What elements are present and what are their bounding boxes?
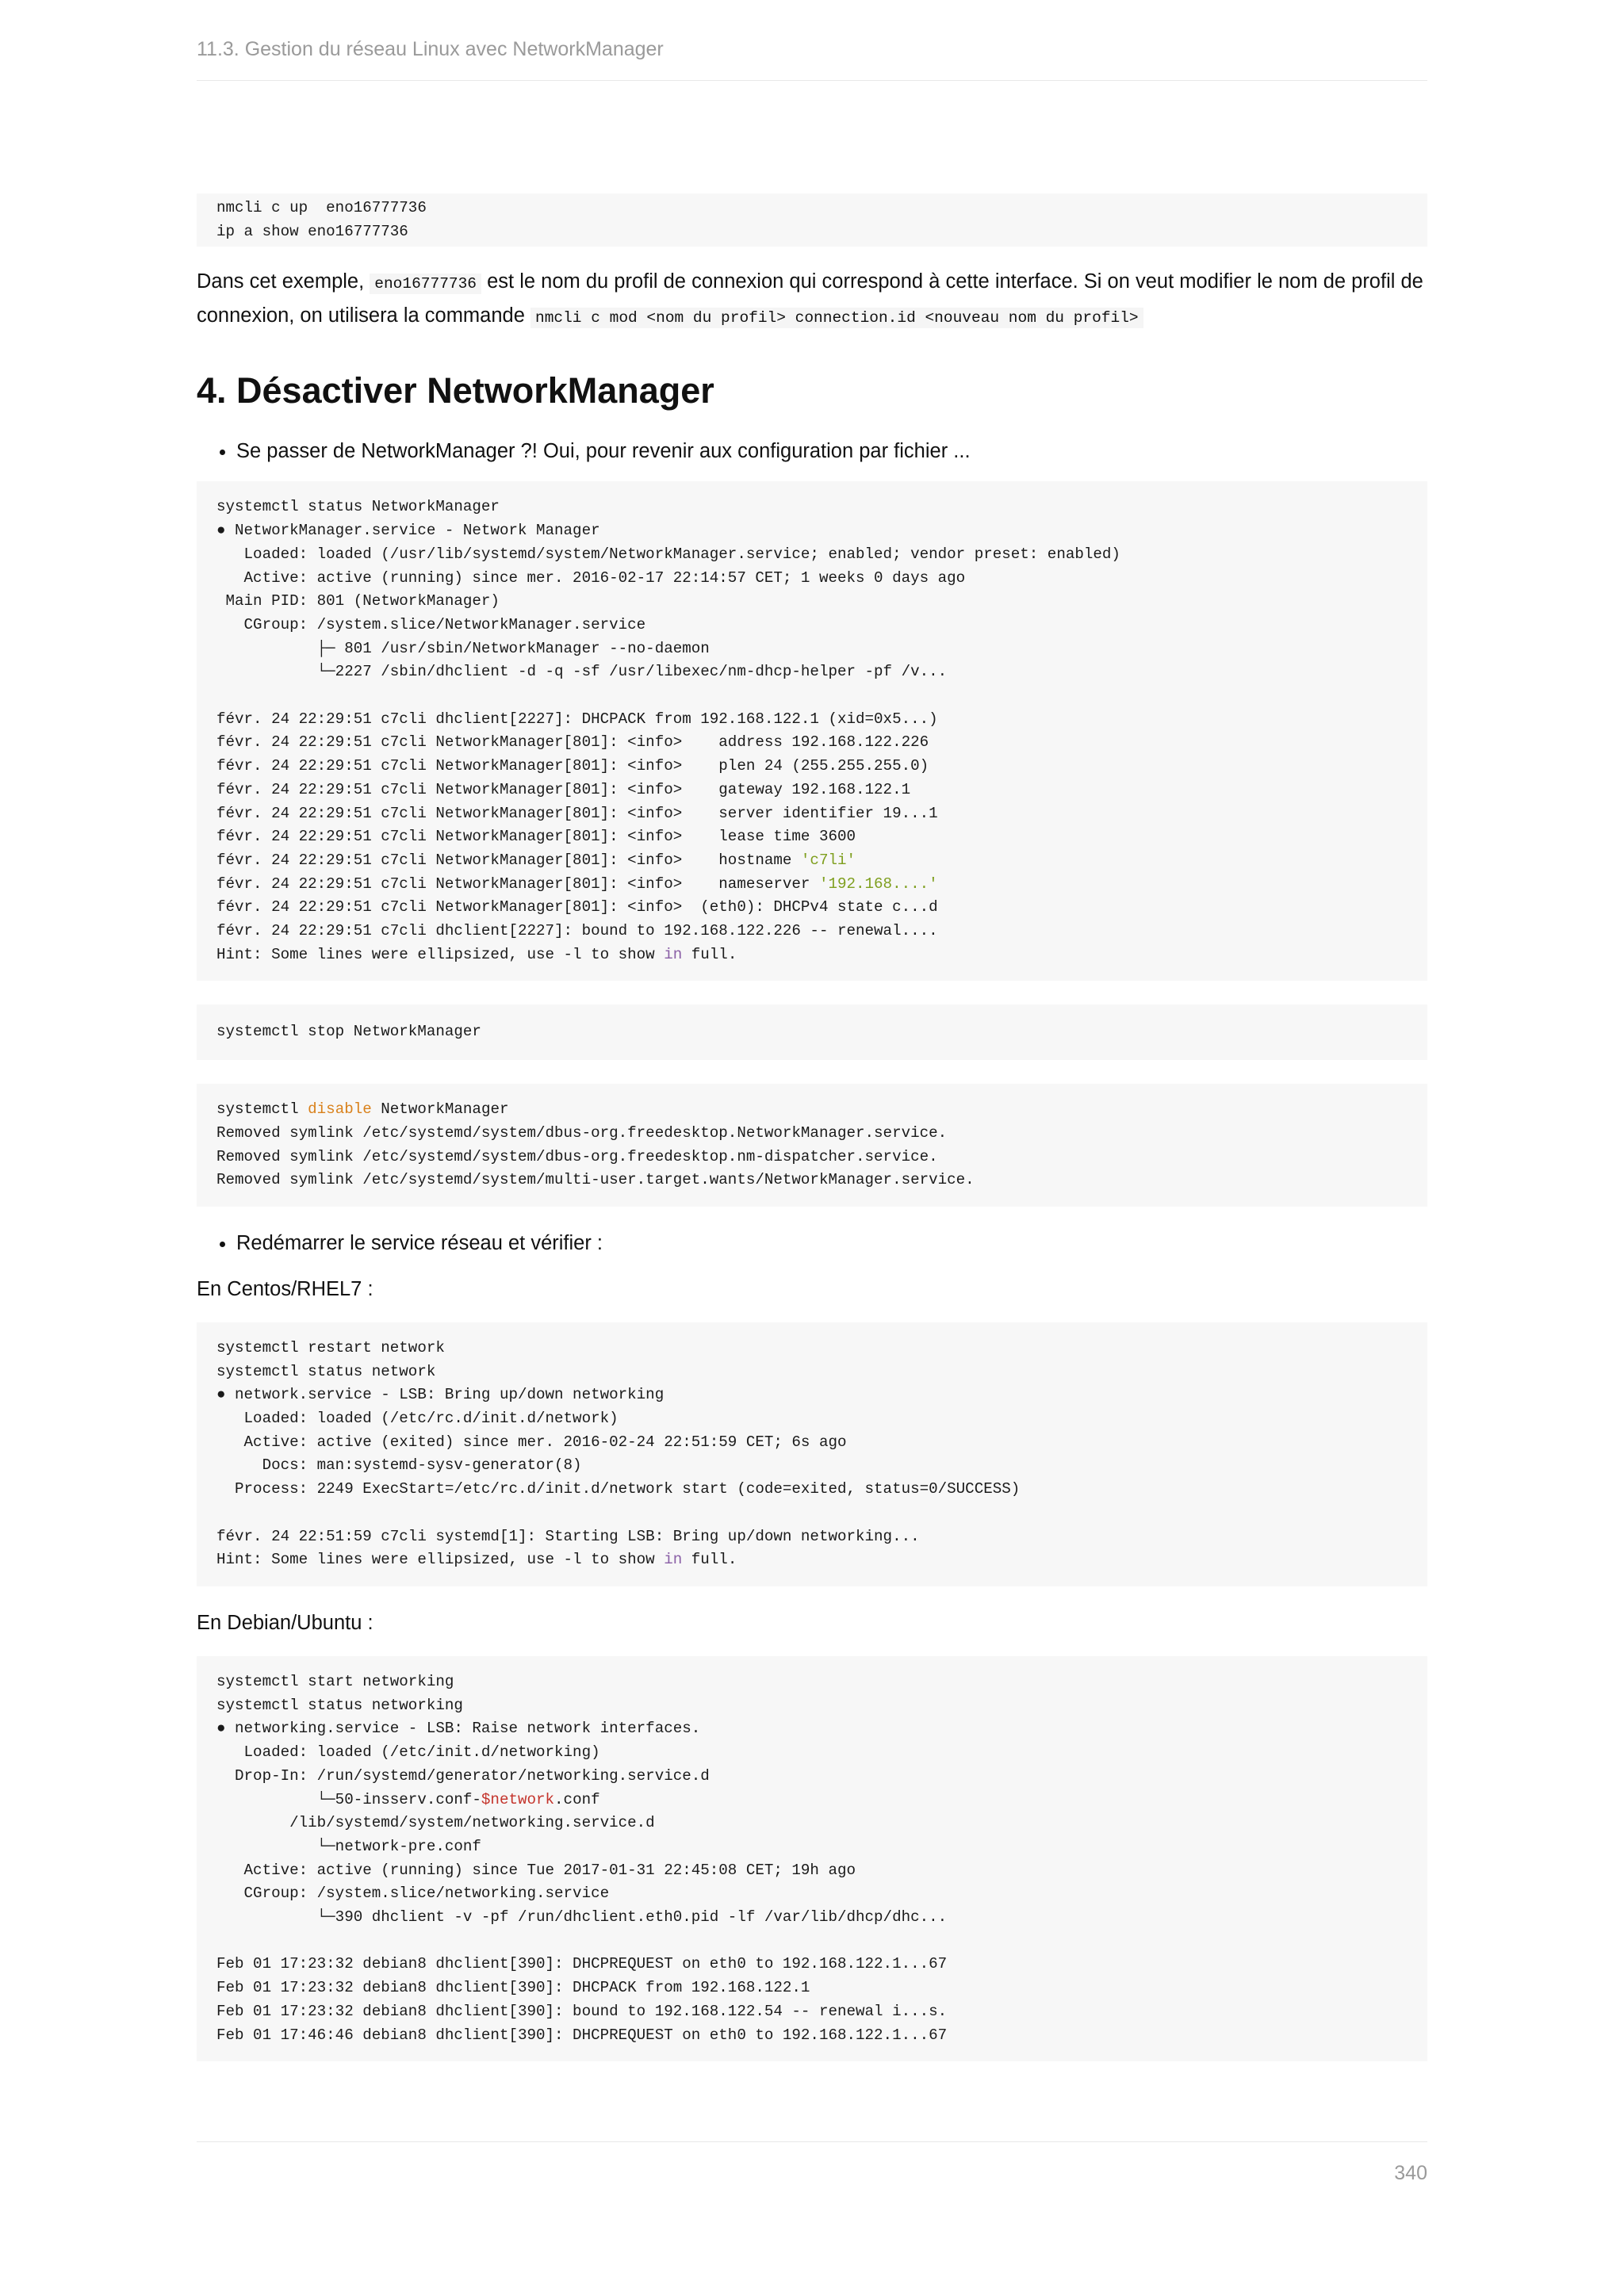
- code-line: Feb 01 17:23:32 debian8 dhclient[390]: DHCPREQUEST on eth0 to 192.168.122.1...67: [216, 1955, 948, 1973]
- code-line: Active: active (running) since Tue 2017-01-31 22:45:08 CET; 19h ago: [216, 1861, 856, 1879]
- code-line: └─2227 /sbin/dhclient -d -q -sf /usr/libexec/nm-dhcp-helper -pf /v...: [216, 663, 948, 681]
- code-line: systemctl status network: [216, 1362, 436, 1380]
- code-text: Hint: Some lines were ellipsized, use -l to show: [216, 1551, 665, 1569]
- section-heading: 4. Désactiver NetworkManager: [197, 370, 714, 411]
- bullet-list: [197, 1229, 1427, 1257]
- code-line: Removed symlink /etc/systemd/system/dbus-org.freedesktop.nm-dispatcher.service.: [216, 1147, 938, 1165]
- code-line: systemctl stop NetworkManager: [216, 1023, 481, 1041]
- code-line: systemctl start networking: [216, 1672, 454, 1690]
- code-line: [216, 873, 1408, 897]
- distro-label-debian: En Debian/Ubuntu :: [197, 1611, 373, 1634]
- code-line: systemctl restart network: [216, 1338, 445, 1357]
- code-line: ├─ 801 /usr/sbin/NetworkManager --no-daemon: [216, 639, 710, 657]
- code-line: févr. 24 22:29:51 c7cli NetworkManager[801]: <info> gateway 192.168.122.1: [216, 780, 911, 798]
- keyword: in: [664, 945, 683, 963]
- code-line: ● network.service - LSB: Bring up/down networking: [216, 1386, 665, 1404]
- code-line: ip a show eno16777736: [216, 222, 408, 240]
- code-line: [216, 1789, 1408, 1812]
- code-line: nmcli c up eno16777736: [216, 199, 427, 216]
- inline-code-interface: eno16777736: [370, 274, 481, 294]
- code-line: févr. 24 22:29:51 c7cli NetworkManager[801]: <info> plen 24 (255.255.255.0): [216, 757, 929, 775]
- code-line: [216, 1930, 1408, 1954]
- code-line: └─network-pre.conf: [216, 1837, 481, 1855]
- string-literal: '192.168....': [818, 874, 938, 893]
- code-text: NetworkManager: [371, 1100, 509, 1119]
- code-block-debian-networking: [197, 1656, 1427, 2061]
- code-line: [216, 849, 1408, 873]
- code-line: févr. 24 22:51:59 c7cli systemd[1]: Starting LSB: Bring up/down networking...: [216, 1527, 920, 1545]
- code-line: Loaded: loaded (/etc/init.d/networking): [216, 1743, 600, 1762]
- code-line: Process: 2249 ExecStart=/etc/rc.d/init.d/network start (code=exited, status=0/SUCCESS): [216, 1480, 1021, 1498]
- running-header: 11.3. Gestion du réseau Linux avec NetworkManager: [197, 38, 664, 60]
- page-content: [197, 193, 1427, 2061]
- code-line: Drop-In: /run/systemd/generator/networking.service.d: [216, 1766, 710, 1785]
- page-number: 340: [1394, 2162, 1427, 2184]
- code-block-stop-networkmanager: [197, 1004, 1427, 1060]
- code-text: systemctl: [216, 1100, 308, 1119]
- code-text: .conf: [554, 1790, 600, 1808]
- code-line: [216, 1548, 1408, 1572]
- inline-code-nmcli-mod: nmcli c mod <nom du profil> connection.id <nouveau nom du profil>: [530, 308, 1143, 328]
- code-line: Loaded: loaded (/usr/lib/systemd/system/NetworkManager.service; enabled; vendor preset: enabled): [216, 545, 1120, 563]
- code-text: full.: [682, 945, 737, 963]
- code-line: Feb 01 17:23:32 debian8 dhclient[390]: DHCPACK from 192.168.122.1: [216, 1979, 810, 1997]
- code-line: Feb 01 17:23:32 debian8 dhclient[390]: bound to 192.168.122.54 -- renewal i...s.: [216, 2002, 948, 2020]
- shell-variable: $network: [481, 1790, 555, 1808]
- code-line: Loaded: loaded (/etc/rc.d/init.d/network): [216, 1410, 619, 1428]
- code-line: Active: active (exited) since mer. 2016-02-24 22:51:59 CET; 6s ago: [216, 1433, 847, 1451]
- code-line: Removed symlink /etc/systemd/system/multi-user.target.wants/NetworkManager.service.: [216, 1171, 975, 1189]
- distro-label-centos: En Centos/RHEL7 :: [197, 1277, 373, 1300]
- code-line: └─390 dhclient -v -pf /run/dhclient.eth0.pid -lf /var/lib/dhcp/dhc...: [216, 1908, 948, 1927]
- code-block-nmcli-up: [197, 193, 1427, 247]
- list-item: • Redémarrer le service réseau et vérifier :: [236, 1229, 1427, 1257]
- footer-divider: [197, 2141, 1427, 2142]
- code-line: CGroup: /system.slice/NetworkManager.service: [216, 615, 646, 633]
- string-literal: 'c7li': [800, 851, 856, 869]
- code-line: [216, 1098, 1408, 1122]
- code-line: févr. 24 22:29:51 c7cli dhclient[2227]: DHCPACK from 192.168.122.1 (xid=0x5...): [216, 710, 938, 728]
- code-line: Removed symlink /etc/systemd/system/dbus-org.freedesktop.NetworkManager.service.: [216, 1123, 948, 1142]
- code-text: févr. 24 22:29:51 c7cli NetworkManager[801]: <info> hostname: [216, 851, 801, 869]
- code-text: full.: [682, 1551, 737, 1569]
- code-line: ● networking.service - LSB: Raise network interfaces.: [216, 1720, 701, 1738]
- code-line: [216, 684, 1408, 708]
- code-line: Docs: man:systemd-sysv-generator(8): [216, 1456, 582, 1475]
- paragraph-text: est le nom du profil de connexion qui correspond à cette interface. Si on veut modifier le nom de profil de connexion, on utilisera la commande: [197, 270, 1423, 327]
- list-item: • Se passer de NetworkManager ?! Oui, pour revenir aux configuration par fichier ...: [236, 437, 1427, 465]
- paragraph-text: Dans cet exemple,: [197, 270, 370, 293]
- code-line: [216, 943, 1408, 967]
- code-text: └─50-insserv.conf-: [216, 1790, 481, 1808]
- code-line: févr. 24 22:29:51 c7cli NetworkManager[801]: <info> address 192.168.122.226: [216, 733, 929, 752]
- code-line: ● NetworkManager.service - Network Manager: [216, 522, 600, 540]
- code-text: févr. 24 22:29:51 c7cli NetworkManager[801]: <info> nameserver: [216, 874, 819, 893]
- code-line: févr. 24 22:29:51 c7cli NetworkManager[801]: <info> lease time 3600: [216, 828, 856, 846]
- code-line: févr. 24 22:29:51 c7cli dhclient[2227]: bound to 192.168.122.226 -- renewal....: [216, 922, 938, 940]
- code-line: systemctl status NetworkManager: [216, 498, 500, 516]
- keyword: disable: [308, 1100, 372, 1119]
- code-text: Hint: Some lines were ellipsized, use -l to show: [216, 945, 665, 963]
- code-line: /lib/systemd/system/networking.service.d: [216, 1814, 655, 1832]
- code-block-status-networkmanager: [197, 481, 1427, 981]
- code-line: systemctl status networking: [216, 1696, 463, 1714]
- code-block-disable-networkmanager: [197, 1084, 1427, 1207]
- code-line: févr. 24 22:29:51 c7cli NetworkManager[801]: <info> (eth0): DHCPv4 state c...d: [216, 898, 938, 916]
- code-block-centos-network: [197, 1322, 1427, 1586]
- code-line: févr. 24 22:29:51 c7cli NetworkManager[801]: <info> server identifier 19...1: [216, 804, 938, 822]
- code-line: Main PID: 801 (NetworkManager): [216, 592, 500, 610]
- paragraph-profile-name: [197, 266, 1427, 334]
- code-line: Feb 01 17:46:46 debian8 dhclient[390]: DHCPREQUEST on eth0 to 192.168.122.1...67: [216, 2026, 948, 2044]
- bullet-list: [197, 437, 1427, 465]
- header-divider: [197, 80, 1427, 81]
- code-line: [216, 1502, 1408, 1525]
- code-line: Active: active (running) since mer. 2016-02-17 22:14:57 CET; 1 weeks 0 days ago: [216, 568, 966, 587]
- keyword: in: [664, 1551, 683, 1569]
- code-line: CGroup: /system.slice/networking.service: [216, 1885, 610, 1903]
